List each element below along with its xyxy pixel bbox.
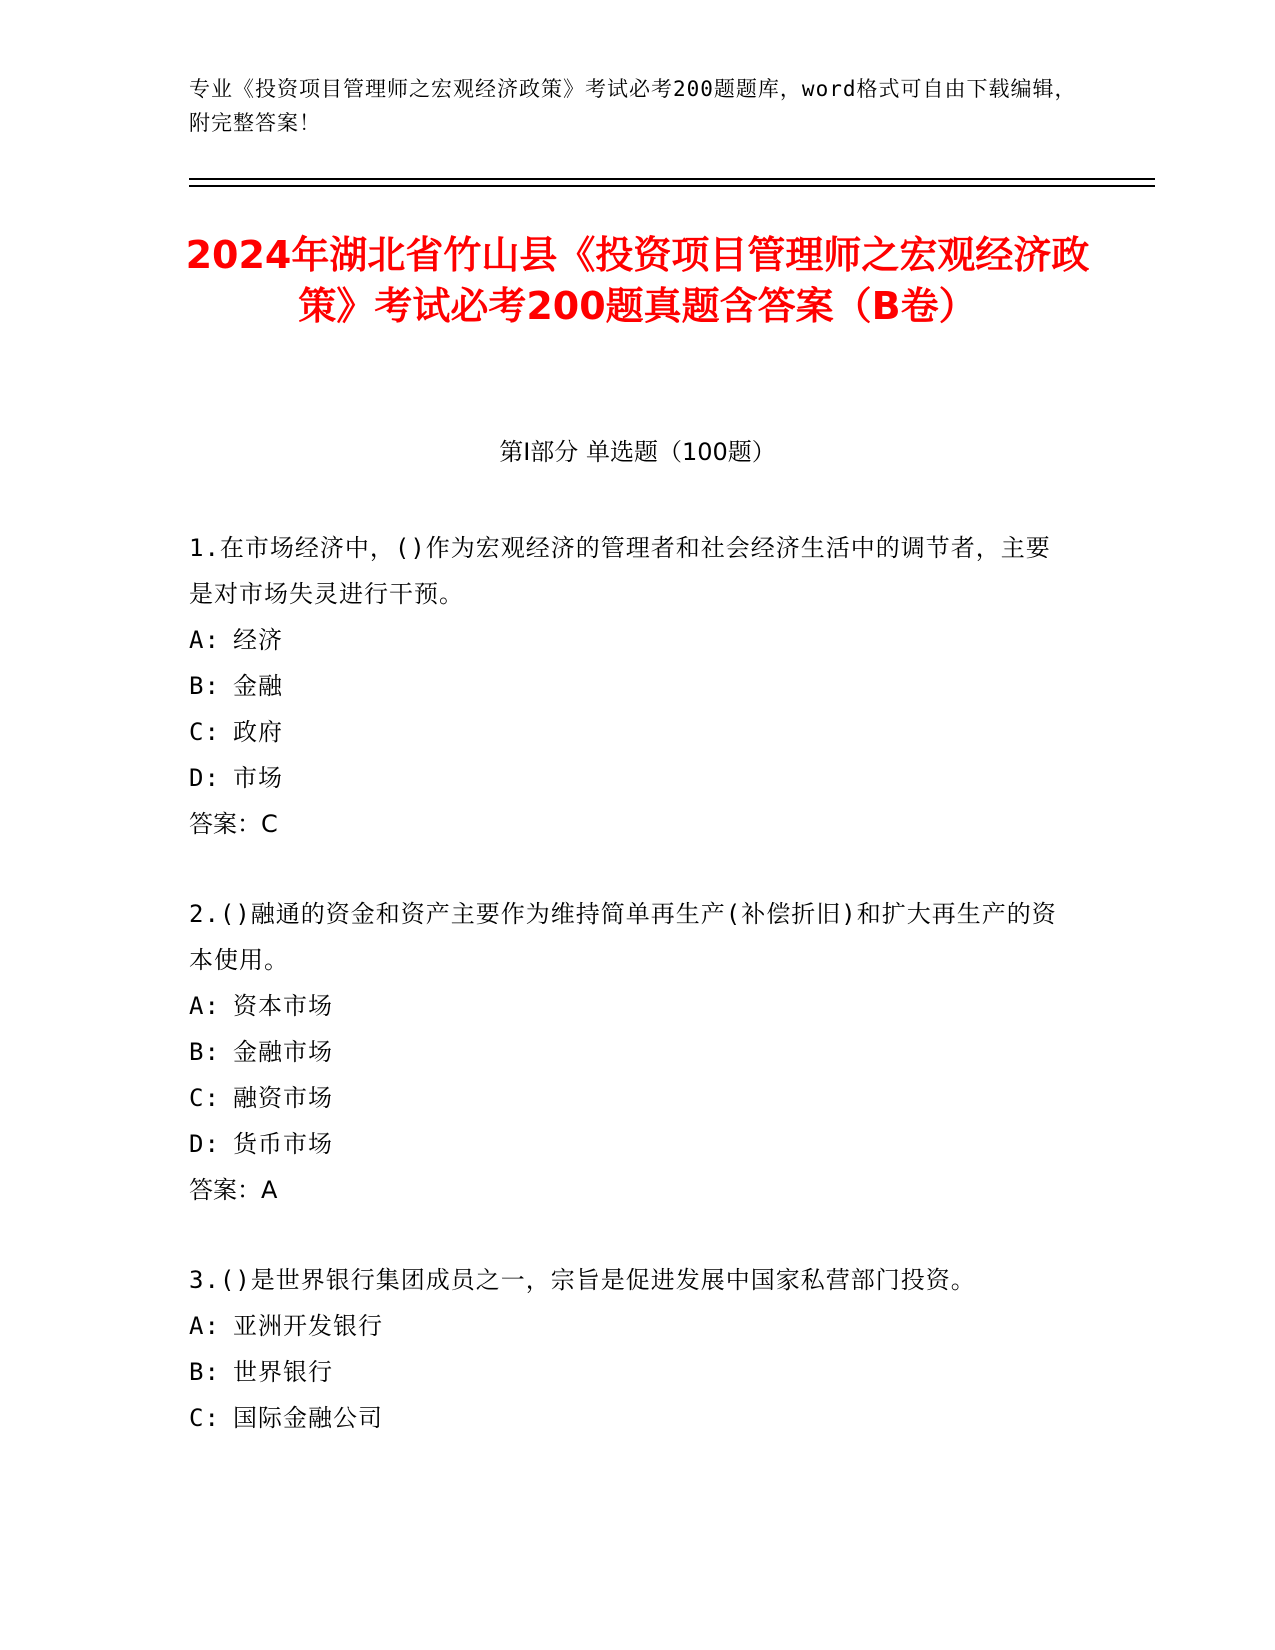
header-note: 专业《投资项目管理师之宏观经济政策》考试必考200题题库，word格式可自由下载编辑，附完整答案！ [189,77,1077,135]
option-d [189,1121,1069,1167]
option-text: 金融市场 [233,1038,333,1066]
question-3 [189,1257,1069,1441]
option-text: 市场 [233,764,283,792]
option-b [189,663,1069,709]
answer-line: 答案：A [189,1176,278,1204]
option-a [189,983,1069,1029]
option-letter: B: [189,1358,220,1386]
option-text: 经济 [233,626,283,654]
option-letter: C: [189,718,220,746]
option-letter: D: [189,764,220,792]
option-letter: D: [189,1130,220,1158]
option-c [189,709,1069,755]
option-text: 资本市场 [233,992,333,1020]
question-1 [189,525,1069,847]
option-a [189,617,1069,663]
option-text: 亚洲开发银行 [233,1312,383,1340]
question-2 [189,891,1069,1213]
option-letter: A: [189,626,220,654]
option-c [189,1075,1069,1121]
option-a [189,1303,1069,1349]
section-title: 第Ⅰ部分 单选题（100题） [499,438,776,466]
option-text: 世界银行 [233,1358,333,1386]
option-b [189,1029,1069,1075]
option-text: 金融 [233,672,283,700]
option-text: 国际金融公司 [233,1404,383,1432]
answer-line: 答案：C [189,810,278,838]
option-text: 融资市场 [233,1084,333,1112]
option-text: 货币市场 [233,1130,333,1158]
option-letter: C: [189,1084,220,1112]
question-text: 3.()是世界银行集团成员之一，宗旨是促进发展中国家私营部门投资。 [189,1266,976,1294]
question-text: 2.()融通的资金和资产主要作为维持简单再生产(补偿折旧)和扩大再生产的资本使用。 [189,900,1057,974]
header-divider-bottom [189,185,1155,187]
option-b [189,1349,1069,1395]
option-letter: A: [189,1312,220,1340]
option-d [189,755,1069,801]
option-text: 政府 [233,718,283,746]
option-letter: B: [189,1038,220,1066]
option-c [189,1395,1069,1441]
question-list [189,525,1069,1485]
question-text: 1.在市场经济中，()作为宏观经济的管理者和社会经济生活中的调节者，主要是对市场失灵进行干预。 [189,534,1051,608]
option-letter: C: [189,1404,220,1432]
header-divider-top [189,178,1155,180]
option-letter: A: [189,992,220,1020]
document-title: 2024年湖北省竹山县《投资项目管理师之宏观经济政策》考试必考200题真题含答案（B卷） [185,233,1090,328]
option-letter: B: [189,672,220,700]
